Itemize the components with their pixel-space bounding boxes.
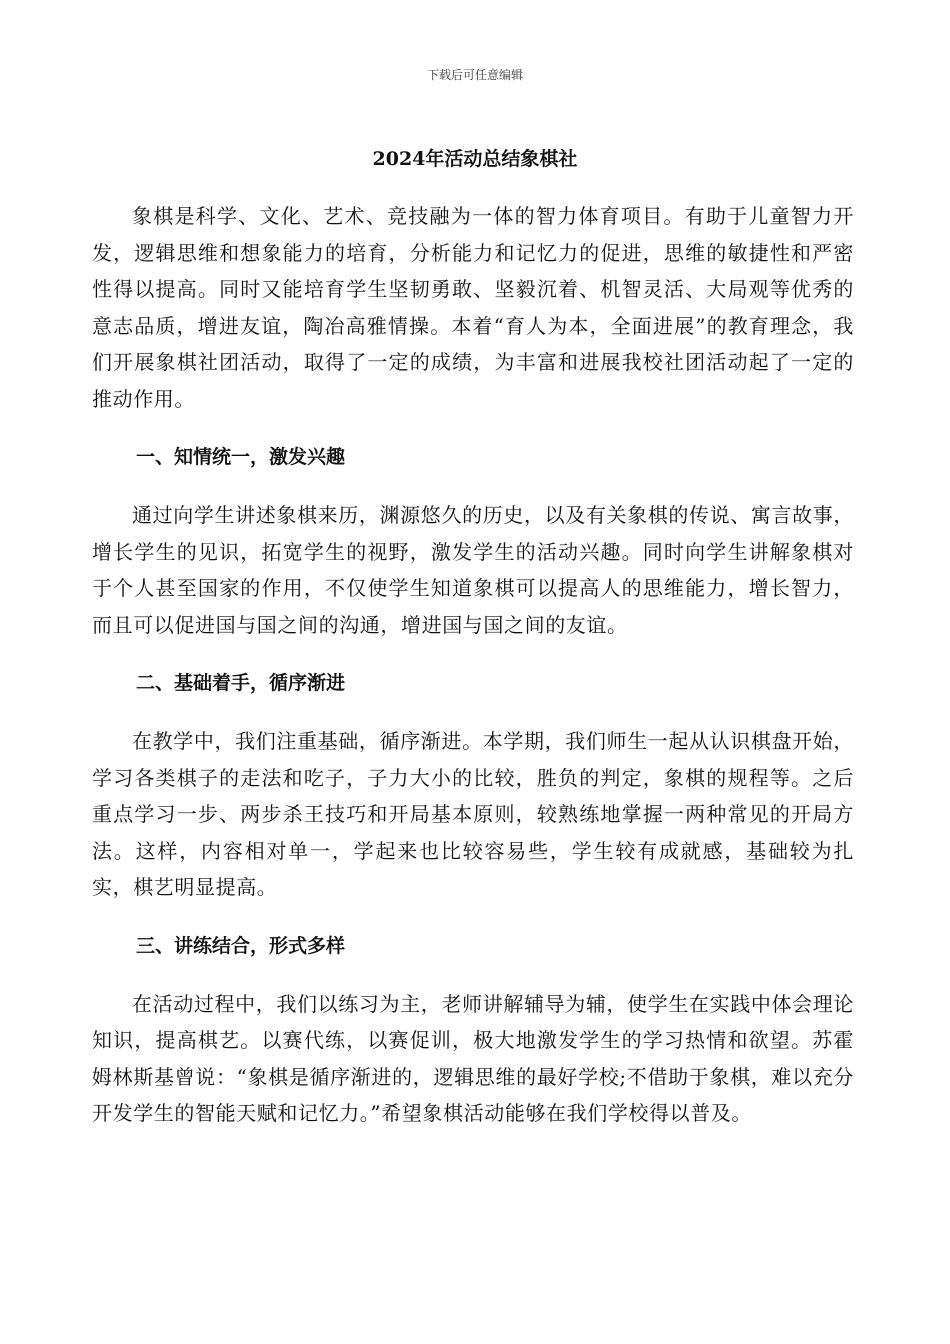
document-title: 2024年活动总结象棋社 [372, 148, 578, 170]
section-1-paragraph: 通过向学生讲述象棋来历，渊源悠久的历史，以及有关象棋的传说、寓言故事，增长学生的见识，拓宽学生的视野，激发学生的活动兴趣。同时向学生讲解象棋对于个人甚至国家的作用，不仅使学生知道象棋可以提高人的思维能力，增长智力，而且可以促进国与国之间的沟通，增进国与国之间的友谊。 [92, 503, 854, 637]
section-2-paragraph: 在教学中，我们注重基础，循序渐进。本学期，我们师生一起从认识棋盘开始，学习各类棋子的走法和吃子，子力大小的比较，胜负的判定，象棋的规程等。之后重点学习一步、两步杀王技巧和开局基本原则，较熟练地掌握一两种常见的开局方法。这样，内容相对单一，学起来也比较容易些，学生较有成就感，基础较为扎实，棋艺明显提高。 [92, 729, 854, 899]
section-2-heading: 二、基础着手，循序渐进 [136, 672, 346, 694]
section-3-paragraph: 在活动过程中，我们以练习为主，老师讲解辅导为辅，使学生在实践中体会理论知识，提高棋艺。以赛代练，以赛促训，极大地激发学生的学习热情和欲望。苏霍姆林斯基曾说：“象棋是循序渐进的，逻辑思维的最好学校;不借助于象棋，难以充分开发学生的智能天赋和记忆力。”希望象棋活动能够在我们学校得以普及。 [92, 991, 854, 1125]
section-1-heading: 一、知情统一，激发兴趣 [136, 446, 346, 468]
header-note: 下载后可任意编辑 [426, 68, 523, 82]
document-body [92, 198, 854, 1132]
intro-paragraph: 象棋是科学、文化、艺术、竞技融为一体的智力体育项目。有助于儿童智力开发，逻辑思维和想象能力的培育，分析能力和记忆力的促进，思维的敏捷性和严密性得以提高。同时又能培育学生坚韧勇敢、坚毅沉着、机智灵活、大局观等优秀的意志品质，增进友谊，陶冶高雅情操。本着“育人为本，全面进展”的教育理念，我们开展象棋社团活动，取得了一定的成绩，为丰富和进展我校社团活动起了一定的推动作用。 [92, 204, 854, 411]
section-3-heading: 三、讲练结合，形式多样 [136, 934, 346, 957]
